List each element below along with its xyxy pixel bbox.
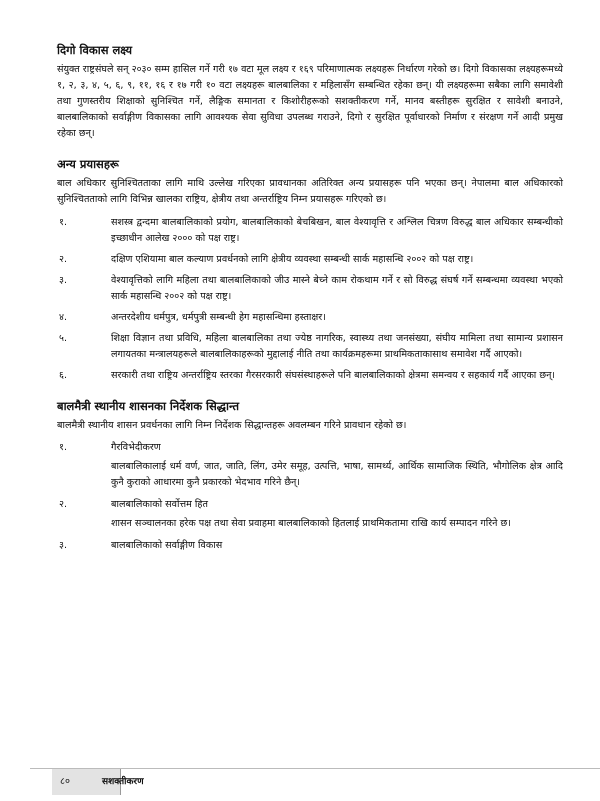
principle-number: ३. [59, 540, 68, 551]
paragraph-sdg: संयुक्त राष्ट्रसंघले सन् २०३० सम्म हासिल गर्ने गरी १७ वटा मूल लक्ष्य र १६९ परिमाणात्मक लक्ष्यहरू निर्धारण गरेको छ। दिगो विकासका लक्ष्यहरूमध्ये १, २, ३, ४, ५, ६, ९, ११, १६ र १७ गरी १० वटा लक्ष्यहरू बालबालिका र महिलासँग सम्बन्धित रहेका छन्। यी लक्ष्यहरूमा सबैका लागि समावेशी तथा गुणस्तरीय शिक्षाको सुनिश्चित गर्ने, लैङ्गिक समानता र किशोरीहरूको सशक्तीकरण गर्ने, मानव बस्तीहरू सुरक्षित र सावेशी बनाउने, बालबालिकाको सर्वाङ्गीण विकासका लागि आवश्यक सेवा सुविधा उपलब्ध गराउने, दिगो र सुरक्षित पूर्वाधारको निर्माण र संरक्षण गर्ने आदी प्रमुख रहेका छन्। [57, 64, 563, 139]
list-item-text: वेश्यावृत्तिको लागि महिला तथा बालबालिकाको जीउ मास्ने बेच्ने काम रोकथाम गर्ने र सो विरुद्ध संघर्ष गर्ने सम्बन्धमा व्यवस्था भएको सार्क महासन्धि २००२ को पक्ष राष्ट्र। [111, 275, 563, 302]
list-item-text: शिक्षा विज्ञान तथा प्रविधि, महिला बालबालिका तथा ज्येष्ठ नागरिक, स्वास्थ्य तथा जनसंख्या, संघीय मामिला तथा सामान्य प्रशासन लगायतका मन्त्रालयहरूले बालबालिकाहरूको मुद्दालाई नीति तथा कार्यक्रमहरूमा प्राथमिकताकासाथ समावेश गर्दै आएको। [111, 333, 563, 360]
section-title-other-efforts: अन्य प्रयासहरू [57, 157, 119, 171]
list-item-number: १. [59, 217, 68, 228]
principle-heading: बालबालिकाको सर्वोत्तम हित [111, 499, 208, 510]
list-item-number: ६. [59, 370, 68, 381]
section-title-sdg: दिगो विकास लक्ष्य [57, 43, 133, 57]
section-guiding-principles [57, 398, 563, 554]
principle-body: शासन सञ्चालनका हरेक पक्ष तथा सेवा प्रवाहमा बालबालिकाको हितलाई प्राथमिकतामा राखि कार्य सम्पादन गरिने छ। [111, 518, 511, 529]
list-item [57, 215, 563, 247]
section-title-guiding-principles: बालमैत्री स्थानीय शासनका निर्देशक सिद्धान्त [57, 399, 240, 413]
principle-body: बालबालिकालाई धर्म वर्ण, जात, जाति, लिंग, उमेर समूह, उत्पत्ति, भाषा, सामर्थ्य, आर्थिक सामाजिक स्थिति, भौगोलिक क्षेत्र आदि कुनै कुराको आधारमा कुनै प्रकारको भेदभाव गरिने छैन्। [111, 461, 563, 488]
principle-item [57, 497, 563, 532]
principle-number: २. [59, 499, 68, 510]
principle-number: १. [59, 442, 68, 453]
list-item-text: अन्तरदेशीय धर्मपुत्र, धर्मपुत्री सम्बन्धी हेग महासन्धिमा हस्ताक्षर। [111, 312, 326, 323]
page-content [57, 42, 563, 564]
list-item-text: दक्षिण एशियामा बाल कल्याण प्रवर्धनको लागि क्षेत्रीय व्यवस्था सम्बन्धी सार्क महासन्धि २००२ को पक्ष राष्ट्र। [111, 254, 474, 265]
list-item-text: सरकारी तथा राष्ट्रिय अन्तर्राष्ट्रिय स्तरका गैरसरकारी संघसंस्थाहरूले पनि बालबालिकाको क्षेत्रमा समन्वय र सहकार्य गर्दै आएका छन्। [111, 370, 556, 381]
list-item [57, 310, 563, 326]
principle-item [57, 538, 563, 554]
section-other-efforts [57, 156, 563, 384]
list-item [57, 368, 563, 384]
paragraph-principles-intro: बालमैत्री स्थानीय शासन प्रवर्धनका लागि निम्न निर्देशक सिद्धान्तहरू अवलम्बन गरिने प्रावधान रहेको छ। [57, 420, 407, 431]
other-efforts-list [57, 215, 563, 384]
list-item [57, 331, 563, 363]
principle-item [57, 440, 563, 491]
list-item [57, 273, 563, 305]
list-item-number: ५. [59, 333, 68, 344]
principle-heading: बालबालिकाको सर्वाङ्गीण विकास [111, 540, 223, 551]
footer-label: सशक्तीकरण [102, 777, 144, 787]
page-number: ८० [60, 776, 70, 787]
section-sdg [57, 42, 563, 142]
list-item-number: ३. [59, 275, 68, 286]
paragraph-other-intro: बाल अधिकार सुनिश्चितताका लागि माथि उल्लेख गरिएका प्रावधानका अतिरिक्त अन्य प्रयासहरू पनि भएका छन्। नेपालमा बाल अधिकारको सुनिश्चितताको लागि विभिन्न खालका राष्ट्रिय, क्षेत्रीय तथा अन्तर्राष्ट्रिय निम्न प्रयासहरू गरिएको छ। [57, 178, 563, 205]
principle-heading: गैरविभेदीकरण [111, 442, 161, 453]
list-item-number: ४. [59, 312, 68, 323]
list-item [57, 252, 563, 268]
list-item-number: २. [59, 254, 68, 265]
list-item-text: सशस्त्र द्वन्दमा बालबालिकाको प्रयोग, बालबालिकाको बेचबिखन, बाल वेश्यावृत्ति र अश्लिल चित्रण विरुद्ध बाल अधिकार सम्बन्धीको इच्छाधीन आलेख २००० को पक्ष राष्ट्र। [111, 217, 563, 244]
page-footer [30, 768, 600, 801]
